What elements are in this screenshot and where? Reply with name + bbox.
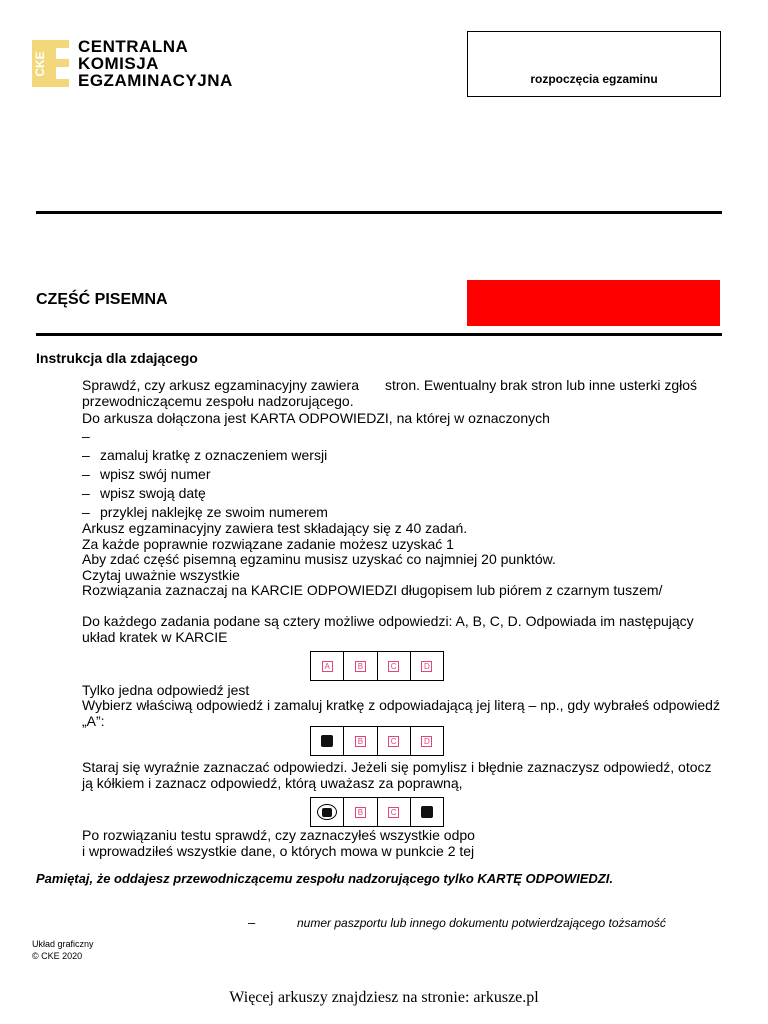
- dash-marker: –: [82, 447, 90, 463]
- dash-marker: –: [82, 504, 90, 520]
- instruction-text: Tylko jedna odpowiedź jest: [82, 682, 250, 698]
- option-box: D: [421, 736, 432, 747]
- filled-mark: [322, 808, 332, 817]
- answer-cell: [378, 727, 411, 755]
- logo-line-2: KOMISJA: [78, 54, 159, 73]
- option-box: C: [388, 736, 399, 747]
- answer-cell: [411, 727, 443, 755]
- instruction-text: i wprowadziłeś wszystkie dane, o których mowa w punkcie 2 tej: [82, 843, 475, 859]
- instruction-text: Do każdego zadania podane są cztery możliwe odpowiedzi: A, B, C, D. Odpowiada im następujący: [82, 613, 694, 629]
- logo-line-3: EGZAMINACYJNA: [78, 71, 233, 90]
- option-box: C: [388, 661, 399, 672]
- option-box: B: [355, 807, 366, 818]
- answer-boxes-filled-example: [310, 726, 444, 756]
- cke-logo-text: [78, 38, 233, 89]
- instruction-text-part: stron. Ewentualny brak stron lub inne usterki zgłoś: [385, 377, 698, 393]
- answer-boxes-example: [310, 651, 444, 681]
- dash-marker: –: [82, 485, 90, 501]
- exam-start-box: [467, 31, 721, 97]
- answer-cell: [344, 727, 377, 755]
- answer-cell: [344, 798, 377, 826]
- answer-cell: [378, 798, 411, 826]
- filled-mark: [321, 735, 333, 747]
- answer-cell: [411, 652, 443, 680]
- red-label-block: [467, 280, 720, 326]
- instruction-text: Wybierz właściwą odpowiedź i zamaluj kratkę z odpowiadającą jej literą – np., gdy wybrałeś odpowiedź: [82, 697, 720, 713]
- instruction-text: „A”:: [82, 713, 105, 729]
- instruction-text: Czytaj uważnie wszystkie: [82, 567, 240, 583]
- instruction-text: Za każde poprawnie rozwiązane zadanie możesz uzyskać 1: [82, 536, 454, 552]
- dash-marker: –: [82, 428, 90, 444]
- filled-mark: [421, 806, 433, 818]
- document-id-label: numer paszportu lub innego dokumentu potwierdzającego tożsamość: [297, 916, 666, 930]
- instruction-text: Arkusz egzaminacyjny zawiera test składający się z 40 zadań.: [82, 520, 468, 536]
- svg-text:CKE: CKE: [33, 51, 47, 77]
- bullet-item: przyklej naklejkę ze swoim numerem: [100, 504, 328, 520]
- answer-cell: [378, 652, 411, 680]
- answer-cell: [311, 652, 344, 680]
- instructions-heading: Instrukcja dla zdającego: [36, 350, 198, 366]
- option-box: D: [421, 661, 432, 672]
- layout-credit: Układ graficzny: [32, 939, 94, 949]
- option-box: B: [355, 736, 366, 747]
- instruction-text: przewodniczącemu zespołu nadzorującego.: [82, 393, 354, 409]
- answer-cell: [411, 798, 443, 826]
- dash-marker: –: [82, 466, 90, 482]
- answer-cell: [311, 798, 344, 826]
- option-box: A: [322, 661, 333, 672]
- instruction-text: Po rozwiązaniu testu sprawdź, czy zaznaczyłeś wszystkie odpo: [82, 827, 475, 843]
- instruction-text: ją kółkiem i zaznacz odpowiedź, którą uważasz za poprawną,: [82, 775, 463, 791]
- cke-logo-mark: [32, 40, 69, 87]
- logo-line-1: CENTRALNA: [78, 37, 189, 56]
- instruction-text: układ kratek w KARCIE: [82, 629, 228, 645]
- bullet-item: zamaluj kratkę z oznaczeniem wersji: [100, 447, 328, 463]
- dash-marker: –: [248, 915, 256, 930]
- instruction-text: Do arkusza dołączona jest KARTA ODPOWIEDZI, na której w oznaczonych: [82, 410, 550, 426]
- divider-section: [36, 333, 722, 336]
- more-sheets-note: Więcej arkuszy znajdziesz na stronie: arkusze.pl: [229, 989, 539, 1006]
- instruction-text-part: Sprawdź, czy arkusz egzaminacyjny zawiera: [82, 377, 359, 393]
- answer-cell: [311, 727, 344, 755]
- option-box: B: [355, 661, 366, 672]
- instruction-text: Aby zdać część pisemną egzaminu musisz uzyskać co najmniej 20 punktów.: [82, 551, 556, 567]
- exam-start-label: rozpoczęcia egzaminu: [530, 72, 658, 86]
- instruction-text: [82, 377, 697, 393]
- option-box: C: [388, 807, 399, 818]
- circled-mark: [317, 804, 337, 820]
- answer-boxes-correction-example: [310, 797, 444, 827]
- reminder-text: Pamiętaj, że oddajesz przewodniczącemu zespołu nadzorującego tylko KARTĘ ODPOWIEDZI.: [36, 871, 613, 886]
- bullet-item: wpisz swój numer: [100, 466, 211, 482]
- divider-top: [36, 211, 722, 214]
- section-title: CZĘŚĆ PISEMNA: [36, 291, 168, 308]
- copyright: © CKE 2020: [32, 951, 83, 961]
- bullet-item: wpisz swoją datę: [100, 485, 206, 501]
- instruction-text: Staraj się wyraźnie zaznaczać odpowiedzi. Jeżeli się pomylisz i błędnie zaznaczysz odpowiedź, otocz: [82, 759, 712, 775]
- instruction-text: Rozwiązania zaznaczaj na KARCIE ODPOWIEDZI długopisem lub piórem z czarnym tuszem/: [82, 582, 663, 598]
- answer-cell: [344, 652, 377, 680]
